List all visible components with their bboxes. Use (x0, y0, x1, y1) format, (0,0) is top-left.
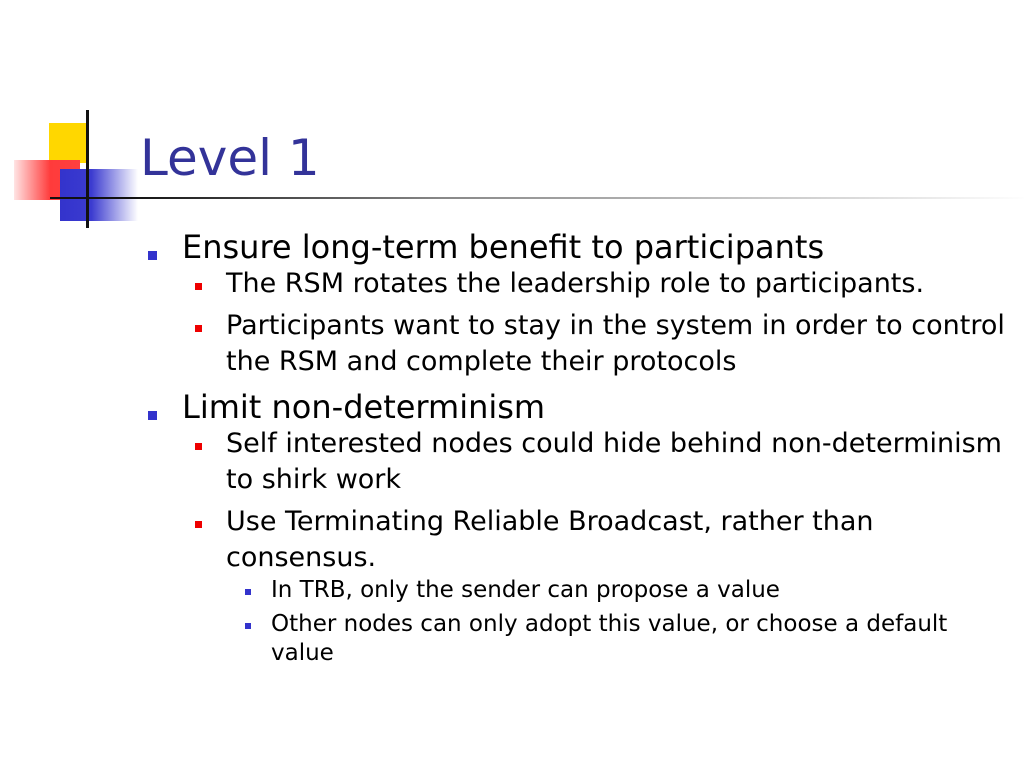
sub-bullet-item (145, 504, 1005, 668)
slide-logo-decoration (0, 0, 160, 240)
bullet-list (145, 228, 1005, 668)
square-bullet-icon (245, 623, 251, 629)
sub-bullet-text: Self interested nodes could hide behind non-determinism to shirk work (226, 428, 1002, 495)
sub-sub-bullet-list (145, 576, 1005, 668)
square-bullet-icon (195, 283, 202, 290)
slide-content (145, 228, 1005, 676)
logo-yellow-square (49, 123, 89, 163)
sub-sub-bullet-item (145, 610, 1005, 668)
sub-bullet-text: Use Terminating Reliable Broadcast, rather than consensus. (226, 506, 874, 573)
sub-bullet-item (145, 266, 1005, 302)
square-bullet-icon (148, 251, 157, 260)
bullet-text: Limit non-determinism (182, 388, 546, 426)
sub-bullet-text: Participants want to stay in the system in order to control the RSM and complete their protocols (226, 310, 1005, 377)
logo-vertical-line (86, 110, 89, 228)
title-underline-rule (50, 197, 1024, 199)
square-bullet-icon (195, 325, 202, 332)
square-bullet-icon (148, 411, 157, 420)
sub-bullet-list (145, 266, 1005, 380)
sub-bullet-item (145, 426, 1005, 498)
square-bullet-icon (245, 589, 251, 595)
sub-sub-bullet-text: In TRB, only the sender can propose a value (271, 577, 780, 603)
sub-bullet-item (145, 308, 1005, 380)
sub-sub-bullet-item (145, 576, 1005, 605)
slide-title: Level 1 (140, 129, 320, 187)
bullet-text: Ensure long-term benefit to participants (182, 228, 825, 266)
sub-sub-bullet-text: Other nodes can only adopt this value, or choose a default value (271, 611, 948, 666)
logo-blue-square (60, 169, 138, 221)
sub-bullet-list (145, 426, 1005, 668)
bullet-item-limit-non-determinism (145, 388, 1005, 668)
square-bullet-icon (195, 443, 202, 450)
square-bullet-icon (195, 521, 202, 528)
sub-bullet-text: The RSM rotates the leadership role to participants. (226, 268, 925, 299)
bullet-item-long-term-benefit (145, 228, 1005, 380)
